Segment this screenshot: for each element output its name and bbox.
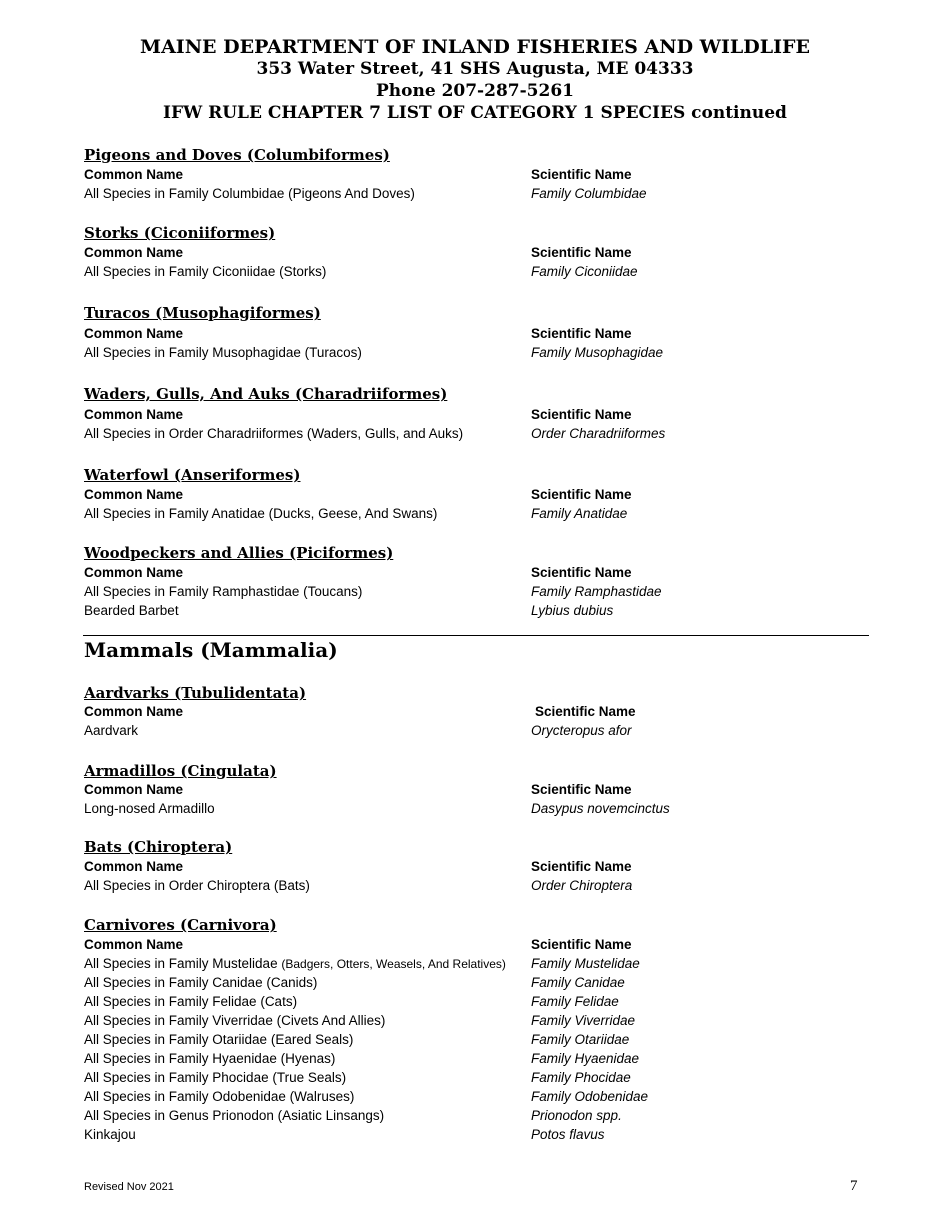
common-name-header: Common Name: [84, 326, 184, 341]
common-name: All Species in Genus Prionodon (Asiatic Linsangs): [84, 1108, 385, 1123]
common-name: All Species in Family Ciconiidae (Storks): [84, 264, 327, 279]
scientific-name: Family Odobenidae: [531, 1089, 649, 1104]
section-title: Carnivores (Carnivora): [84, 916, 277, 934]
scientific-name-header: Scientific Name: [535, 704, 636, 719]
scientific-name: Order Charadriiformes: [531, 426, 666, 441]
common-name: All Species in Family Ramphastidae (Toucans): [84, 584, 363, 599]
section-title: Storks (Ciconiiformes): [84, 224, 276, 242]
common-name-header: Common Name: [84, 407, 184, 422]
common-name-header: Common Name: [84, 704, 184, 719]
common-name: Long-nosed Armadillo: [84, 801, 215, 816]
common-name: Kinkajou: [84, 1127, 136, 1142]
scientific-name: Family Otariidae: [531, 1032, 630, 1047]
common-name: All Species in Family Musophagidae (Turacos): [84, 345, 362, 360]
scientific-name: Prionodon spp.: [531, 1108, 622, 1123]
scientific-name: Family Phocidae: [531, 1070, 631, 1085]
scientific-name: Order Chiroptera: [531, 878, 633, 893]
common-name-header: Common Name: [84, 565, 184, 580]
scientific-name-header: Scientific Name: [531, 326, 632, 341]
common-name: All Species in Family Hyaenidae (Hyenas): [84, 1051, 336, 1066]
common-name-header: Common Name: [84, 167, 184, 182]
common-name: All Species in Order Charadriiformes (Waders, Gulls, and Auks): [84, 426, 464, 441]
common-name: All Species in Family Viverridae (Civets And Allies): [84, 1013, 386, 1028]
common-name-header: Common Name: [84, 859, 184, 874]
scientific-name-header: Scientific Name: [531, 487, 632, 502]
page-number: 7: [850, 1178, 858, 1194]
common-name-header: Common Name: [84, 487, 184, 502]
common-name: All Species in Family Anatidae (Ducks, Geese, And Swans): [84, 506, 438, 521]
common-name: All Species in Family Felidae (Cats): [84, 994, 298, 1009]
scientific-name-header: Scientific Name: [531, 407, 632, 422]
section-title: Waterfowl (Anseriformes): [84, 466, 301, 484]
scientific-name: Family Felidae: [531, 994, 619, 1009]
scientific-name: Family Canidae: [531, 975, 625, 990]
common-name-main: All Species in Family Mustelidae: [84, 956, 278, 971]
common-name: Bearded Barbet: [84, 603, 179, 618]
scientific-name-header: Scientific Name: [531, 937, 632, 952]
section-title: Armadillos (Cingulata): [84, 762, 277, 780]
common-name: All Species in Family Columbidae (Pigeons And Doves): [84, 186, 415, 201]
agency-phone: Phone 207-287-5261: [376, 81, 574, 101]
section-divider: [83, 635, 869, 636]
scientific-name: Family Anatidae: [531, 506, 628, 521]
scientific-name-header: Scientific Name: [531, 245, 632, 260]
common-name: All Species in Family Canidae (Canids): [84, 975, 318, 990]
scientific-name: Potos flavus: [531, 1127, 605, 1142]
scientific-name-header: Scientific Name: [531, 565, 632, 580]
scientific-name: Family Mustelidae: [531, 956, 640, 971]
document-header: [0, 36, 950, 124]
common-name-header: Common Name: [84, 937, 184, 952]
section-title: Woodpeckers and Allies (Piciformes): [84, 544, 394, 562]
document-title: IFW RULE CHAPTER 7 LIST OF CATEGORY 1 SPECIES continued: [163, 103, 787, 123]
scientific-name: Dasypus novemcinctus: [531, 801, 670, 816]
scientific-name-header: Scientific Name: [531, 167, 632, 182]
scientific-name: Family Columbidae: [531, 186, 647, 201]
scientific-name: Orycteropus afor: [531, 723, 632, 738]
common-name-header: Common Name: [84, 782, 184, 797]
scientific-name: Lybius dubius: [531, 603, 614, 618]
revision-date: Revised Nov 2021: [84, 1181, 174, 1193]
agency-name: MAINE DEPARTMENT OF INLAND FISHERIES AND WILDLIFE: [140, 36, 810, 58]
common-name: Aardvark: [84, 723, 139, 738]
section-title: Aardvarks (Tubulidentata): [84, 684, 307, 702]
scientific-name: Family Musophagidae: [531, 345, 664, 360]
section-title: Pigeons and Doves (Columbiformes): [84, 146, 390, 164]
common-name: All Species in Family Odobenidae (Walruses): [84, 1089, 355, 1104]
section-title: Waders, Gulls, And Auks (Charadriiformes): [84, 385, 448, 403]
agency-address: 353 Water Street, 41 SHS Augusta, ME 04333: [256, 59, 694, 79]
scientific-name-header: Scientific Name: [531, 859, 632, 874]
section-title: Turacos (Musophagiformes): [84, 304, 321, 322]
common-name: All Species in Family Otariidae (Eared Seals): [84, 1032, 354, 1047]
common-name-note: (Badgers, Otters, Weasels, And Relatives): [281, 957, 506, 971]
section-title: Bats (Chiroptera): [84, 838, 233, 856]
scientific-name: Family Ramphastidae: [531, 584, 662, 599]
common-name-header: Common Name: [84, 245, 184, 260]
common-name: All Species in Family Phocidae (True Seals): [84, 1070, 347, 1085]
class-title: Mammals (Mammalia): [84, 638, 338, 662]
common-name: All Species in Order Chiroptera (Bats): [84, 878, 310, 893]
scientific-name-header: Scientific Name: [531, 782, 632, 797]
scientific-name: Family Ciconiidae: [531, 264, 638, 279]
scientific-name: Family Viverridae: [531, 1013, 636, 1028]
common-name: [84, 955, 506, 973]
scientific-name: Family Hyaenidae: [531, 1051, 640, 1066]
